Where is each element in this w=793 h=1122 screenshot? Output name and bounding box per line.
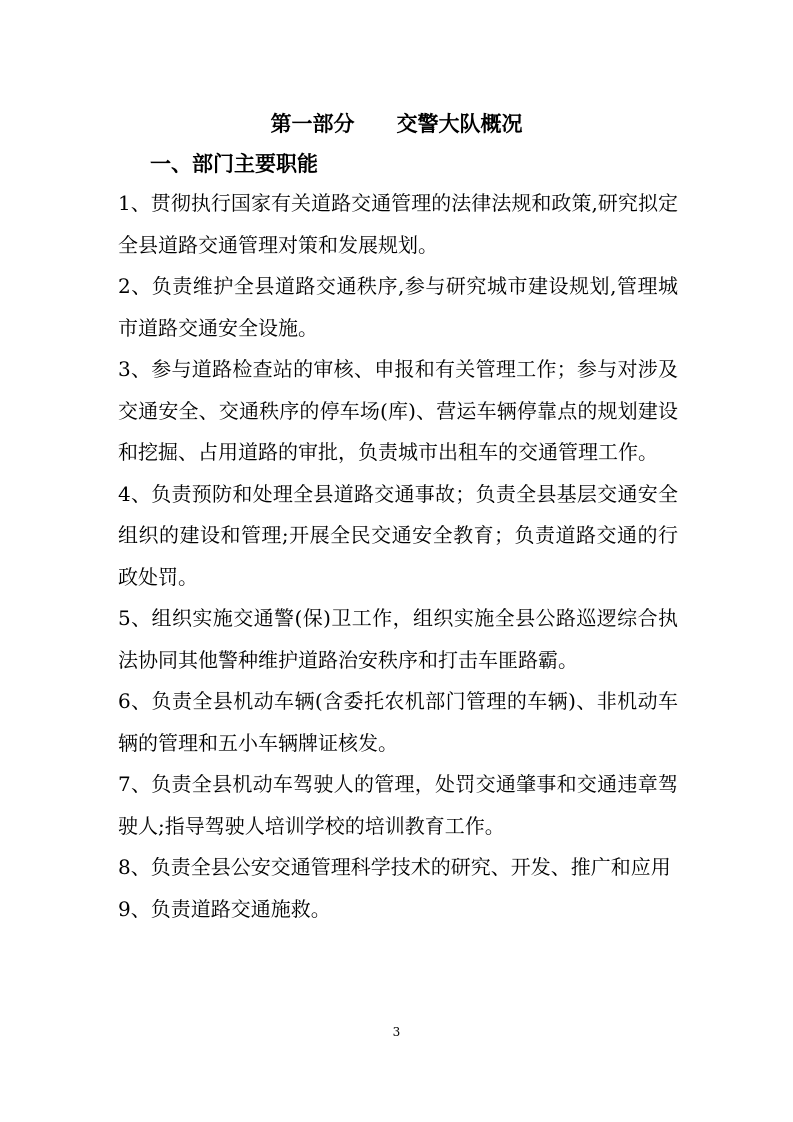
section-heading: 一、部门主要职能: [150, 152, 318, 176]
page-number: 3: [392, 1025, 401, 1039]
duty-paragraph-8: 8、负责全县公安交通管理科学技术的研究、开发、推广和应用: [118, 855, 671, 879]
duty-paragraph-1: 1、贯彻执行国家有关道路交通管理的法律法规和政策,研究拟定全县道路交通管理对策和发展规划。: [118, 191, 678, 257]
duty-paragraph-7: 7、负责全县机动车驾驶人的管理，处罚交通肇事和交通违章驾驶人;指导驾驶人培训学校的培训教育工作。: [118, 772, 678, 838]
duty-paragraph-3: 3、参与道路检查站的审核、申报和有关管理工作；参与对涉及交通安全、交通秩序的停车场(库)、营运车辆停靠点的规划建设和挖掘、占用道路的审批，负责城市出租车的交通管理工作。: [118, 357, 678, 464]
duty-paragraph-4: 4、负责预防和处理全县道路交通事故；负责全县基层交通安全组织的建设和管理;开展全民交通安全教育；负责道路交通的行政处罚。: [118, 481, 678, 589]
duty-paragraph-6: 6、负责全县机动车辆(含委托农机部门管理的车辆)、非机动车辆的管理和五小车辆牌证核发。: [118, 689, 678, 755]
duties-list: [118, 183, 678, 930]
duty-paragraph-5: 5、组织实施交通警(保)卫工作，组织实施全县公路巡逻综合执法协同其他警种维护道路治安秩序和打击车匪路霸。: [118, 606, 678, 672]
page-title: 第一部分 交警大队概况: [270, 112, 523, 136]
duty-paragraph-9: 9、负责道路交通施救。: [118, 896, 331, 921]
duty-paragraph-2: 2、负责维护全县道路交通秩序,参与研究城市建设规划,管理城市道路交通安全设施。: [118, 274, 678, 340]
